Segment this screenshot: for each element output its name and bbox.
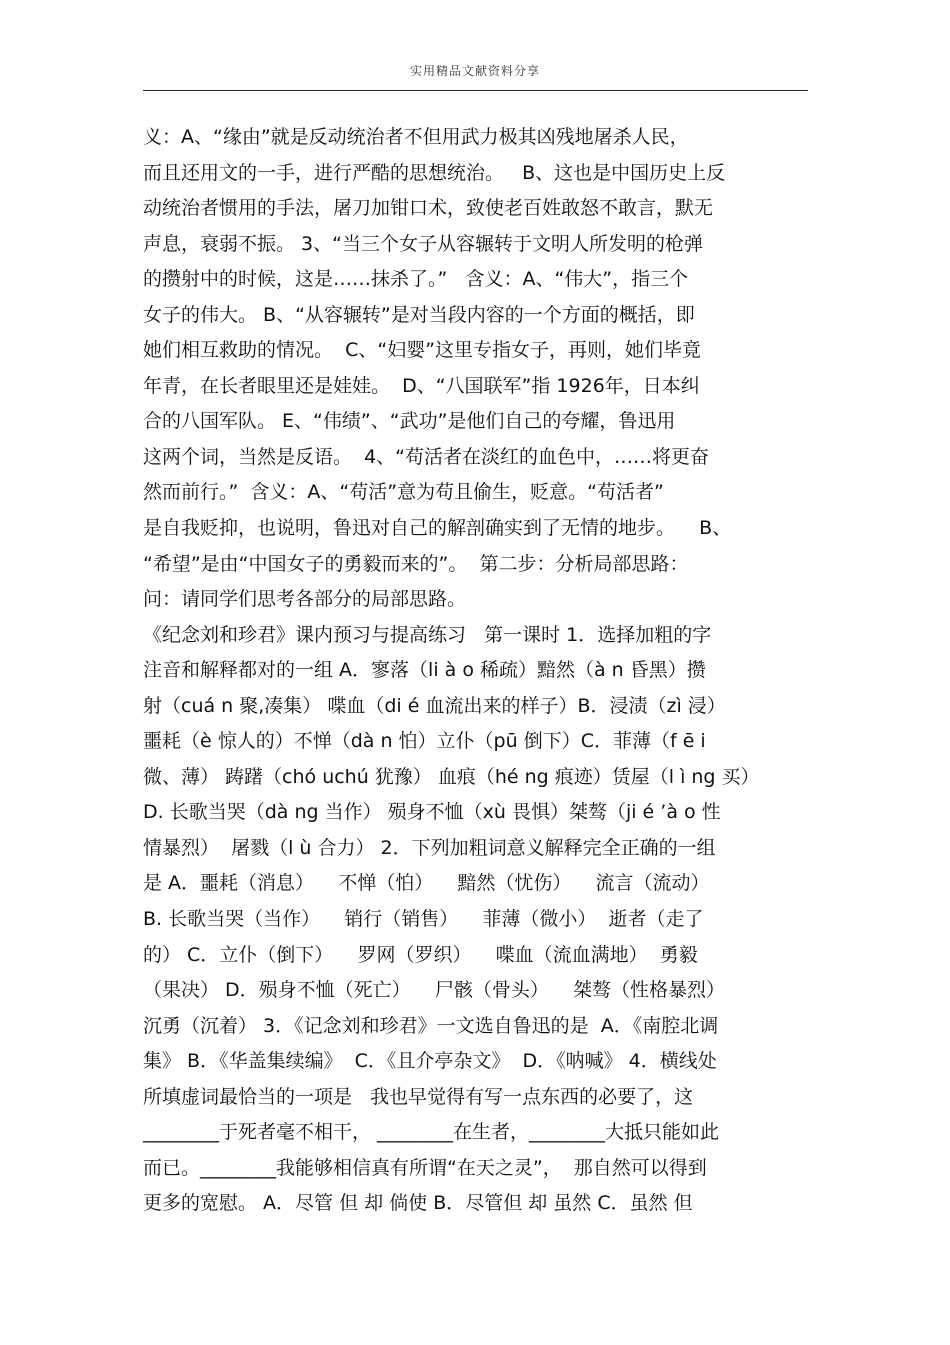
- text-line: 的） C．立仆（倒下） 罗网（罗织） 喋血（流血满地） 勇毅: [143, 943, 698, 966]
- text-line: 所填虚词最恰当的一项是 我也早觉得有写一点东西的必要了，这: [143, 1085, 694, 1108]
- text-line: 微、薄） 踌躇（chó uchú 犹豫） 血痕（hé ng 痕迹）赁屋（l ì ng 买）: [143, 765, 760, 788]
- text-line: 声息，衰弱不振。 3、“当三个女子从容辗转于文明人所发明的枪弹: [143, 232, 703, 255]
- text-line: 注音和解释都对的一组 A．寥落（li à o 稀疏）黯然（à n 昏黑）攒: [143, 659, 706, 682]
- text-line: 《纪念刘和珍君》课内预习与提高练习 第一课时 1．选择加粗的字: [143, 623, 712, 646]
- document-body: [143, 120, 843, 1222]
- text-line: （果决） D．殒身不恤（死亡） 尸骸（骨头） 桀骜（性格暴烈）: [143, 979, 725, 1002]
- text-line: 而且还用文的一手，进行严酷的思想统治。 B、这也是中国历史上反: [143, 161, 726, 184]
- text-line: 情暴烈） 屠戮（l ù 合力） 2．下列加粗词意义解释完全正确的一组: [143, 836, 716, 859]
- text-line: 是自我贬抑，也说明，鲁迅对自己的解剖确实到了无情的地步。 B、: [143, 517, 732, 540]
- text-line: 义：A、“缘由”就是反动统治者不但用武力极其凶残地屠杀人民，: [143, 126, 689, 148]
- text-line: 年青，在长者眼里还是娃娃。 D、“八国联军”指 1926年，日本纠: [143, 374, 700, 397]
- text-line: 女子的伟大。 B、“从容辗转”是对当段内容的一个方面的概括，即: [143, 303, 695, 326]
- text-line: 的攒射中的时候，这是……抹杀了。” 含义：A、“伟大”，指三个: [143, 268, 689, 291]
- text-line: 是 A．噩耗（消息） 不惮（怕） 黯然（忧伤） 流言（流动）: [143, 872, 710, 895]
- text-line: 更多的宽慰。 A．尽管 但 却 倘使 B．尽管但 却 虽然 C．虽然 但: [143, 1192, 693, 1215]
- text-line: 问：请同学们思考各部分的局部思路。: [143, 588, 467, 611]
- header-divider: [143, 90, 808, 91]
- text-line: “希望”是由“中国女子的勇毅而来的”。 第二步：分析局部思路：: [143, 552, 689, 575]
- page-header: 实用精品文献资料分享: [409, 64, 540, 78]
- text-line: 这两个词，当然是反语。 4、“苟活者在淡红的血色中，……将更奋: [143, 445, 710, 468]
- text-line: 然而前行。” 含义：A、“苟活”意为苟且偷生，贬意。“苟活者”: [143, 481, 664, 504]
- text-line: 噩耗（è 惊人的）不惮（dà n 怕）立仆（pū 倒下）C．菲薄（f ē i: [143, 730, 706, 753]
- text-line: 而已。________我能够相信真有所谓“在天之灵”， 那自然可以得到: [143, 1156, 707, 1179]
- text-line: B. 长歌当哭（当作） 销行（销售） 菲薄（微小） 逝者（走了: [143, 908, 704, 931]
- text-line: 集》 B．《华盖集续编》 C．《且介亭杂文》 D．《呐喊》 4．横线处: [143, 1050, 717, 1073]
- text-line: 她们相互救助的情况。 C、“妇婴”这里专指女子，再则，她们毕竟: [143, 339, 702, 362]
- text-line: D. 长歌当哭（dà ng 当作） 殒身不恤（xù 畏惧）桀骜（ji é ’à o 性: [143, 801, 721, 824]
- text-line: 沉勇（沉着） 3．《记念刘和珍君》一文选自鲁迅的是 A．《南腔北调: [143, 1014, 719, 1037]
- text-line: 射（cuá n 聚,凑集） 喋血（di é 血流出来的样子）B．浸渍（zì 浸）: [143, 694, 726, 717]
- text-line: 动统治者惯用的手法，屠刀加钳口术，致使老百姓敢怒不敢言，默无: [143, 197, 714, 220]
- text-line: ________于死者毫不相干， ________在生者，________大抵只能如此: [143, 1121, 720, 1144]
- text-line: 合的八国军队。 E、“伟绩”、“武功”是他们自己的夸耀，鲁迅用: [143, 410, 676, 433]
